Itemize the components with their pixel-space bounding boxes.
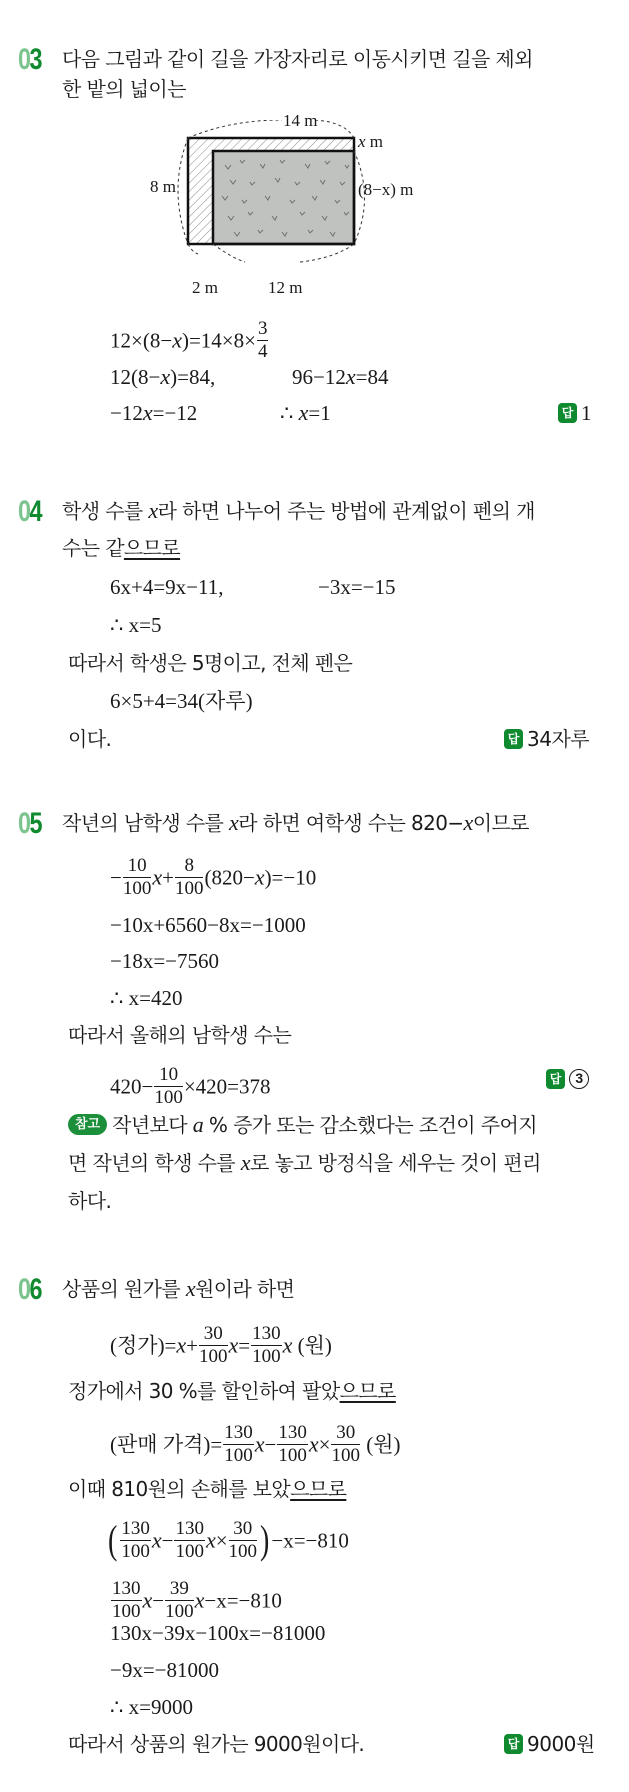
problem-05-note-line3: 하다. bbox=[68, 1189, 112, 1213]
problem-03-step-2a: 12(8−x)=84, bbox=[110, 364, 216, 389]
problem-04-answer: 답 34자루 bbox=[504, 726, 589, 752]
problem-05-step-1: − $\frac{10}{100}$ x+ $\frac{8}{100}$ (820−x)=−10 bbox=[110, 855, 317, 899]
problem-05-note-line2: 면 작년의 학생 수를 x로 놓고 방정식을 세우는 것이 편리 bbox=[68, 1150, 541, 1175]
problem-05-step-3: −18x=−7560 bbox=[110, 949, 220, 973]
problem-05-final: 420− $\frac{10}{100}$ ×420=378 bbox=[110, 1064, 271, 1108]
label-12m: 12 m bbox=[268, 278, 303, 297]
answer-badge-icon: 답 bbox=[558, 403, 577, 423]
problem-06-conclusion: 따라서 상품의 원가는 9000원이다. bbox=[68, 1732, 365, 1756]
problem-04-intro-line2: 수는 같으므로 bbox=[62, 536, 181, 560]
problem-05-result-line: 따라서 올해의 남학생 수는 bbox=[68, 1023, 292, 1047]
problem-number-03: 03 bbox=[18, 43, 41, 76]
problem-06-intro: 상품의 원가를 x원이라 하면 bbox=[62, 1276, 295, 1301]
problem-number-05: 05 bbox=[18, 807, 41, 840]
problem-03-step-3a: −12x=−12 bbox=[110, 400, 198, 425]
problem-number-06: 06 bbox=[18, 1273, 41, 1306]
note-badge: 참고 bbox=[68, 1114, 107, 1135]
label-8-minus-x-m: (8−x) m bbox=[358, 180, 414, 199]
problem-06-step-3: ( $\frac{130}{100}$ x− $\frac{130}{100}$ x× $\frac{30}{100}$ )−x=−810 bbox=[107, 1516, 349, 1562]
problem-03-intro-line1: 다음 그림과 같이 길을 가장자리로 이동시키면 길을 제외 bbox=[62, 47, 533, 71]
problem-06-step-5: 130x−39x−100x=−81000 bbox=[110, 1621, 326, 1645]
problem-06-line3: 이때 810원의 손해를 보았으므로 bbox=[68, 1477, 347, 1501]
problem-06-step-1: (정가)=x+ $\frac{30}{100}$ x= $\frac{130}{100}$ x (원) bbox=[110, 1323, 332, 1367]
problem-05-answer bbox=[546, 1066, 589, 1092]
problem-06-answer: 답 9000원 bbox=[504, 1731, 595, 1757]
problem-04-step-2: ∴ x=5 bbox=[110, 613, 162, 637]
circled-number: 3 bbox=[569, 1069, 589, 1089]
label-8m: 8 m bbox=[150, 177, 176, 196]
problem-04-line4: 이다. bbox=[68, 727, 112, 751]
problem-03-step-3b: ∴ x=1 bbox=[280, 400, 331, 425]
problem-number-04: 04 bbox=[18, 495, 41, 528]
answer-badge-icon: 답 bbox=[504, 729, 523, 749]
problem-04-line3: 따라서 학생은 5명이고, 전체 펜은 bbox=[68, 651, 353, 675]
problem-06-step-2: (판매 가격)= $\frac{130}{100}$ x− $\frac{130}{100}$ x× $\frac{30}{100}$ (원) bbox=[110, 1422, 401, 1466]
problem-06-step-6: −9x=−81000 bbox=[110, 1658, 220, 1682]
problem-03-intro-line2: 한 밭의 넓이는 bbox=[62, 77, 186, 101]
road-field-diagram bbox=[150, 111, 500, 300]
problem-04-step-1a: 6x+4=9x−11, bbox=[110, 575, 224, 599]
problem-05-step-4: ∴ x=420 bbox=[110, 986, 183, 1010]
problem-05-note-line1: 참고 작년보다 a % 증가 또는 감소했다는 조건이 주어지 bbox=[68, 1112, 537, 1138]
problem-04-intro-line1: 학생 수를 x라 하면 나누어 주는 방법에 관계없이 펜의 개 bbox=[62, 498, 535, 523]
problem-05-step-2: −10x+6560−8x=−1000 bbox=[110, 913, 306, 937]
answer-badge-icon: 답 bbox=[504, 1734, 523, 1754]
problem-06-step-4: $\frac{130}{100}$ x− $\frac{39}{100}$ x−x=−810 bbox=[112, 1578, 282, 1622]
label-2m: 2 m bbox=[192, 278, 218, 297]
label-xm: x m bbox=[358, 132, 384, 151]
problem-04-step-3: 6×5+4=34(자루) bbox=[110, 689, 253, 713]
problem-05-intro: 작년의 남학생 수를 x라 하면 여학생 수는 820−x이므로 bbox=[62, 810, 529, 835]
problem-04-step-1b: −3x=−15 bbox=[318, 575, 396, 599]
problem-06-line2: 정가에서 30 %를 할인하여 팔았으므로 bbox=[68, 1379, 396, 1403]
label-14m: 14 m bbox=[283, 111, 318, 130]
answer-badge-icon: 답 bbox=[546, 1069, 565, 1089]
problem-03-step-1: 12×(8−x)=14×8× $\frac{3}{4}$ bbox=[110, 318, 268, 362]
problem-03-step-2b: 96−12x=84 bbox=[292, 364, 389, 389]
problem-03-answer: 답 1 bbox=[558, 400, 591, 426]
problem-06-step-7: ∴ x=9000 bbox=[110, 1695, 193, 1719]
